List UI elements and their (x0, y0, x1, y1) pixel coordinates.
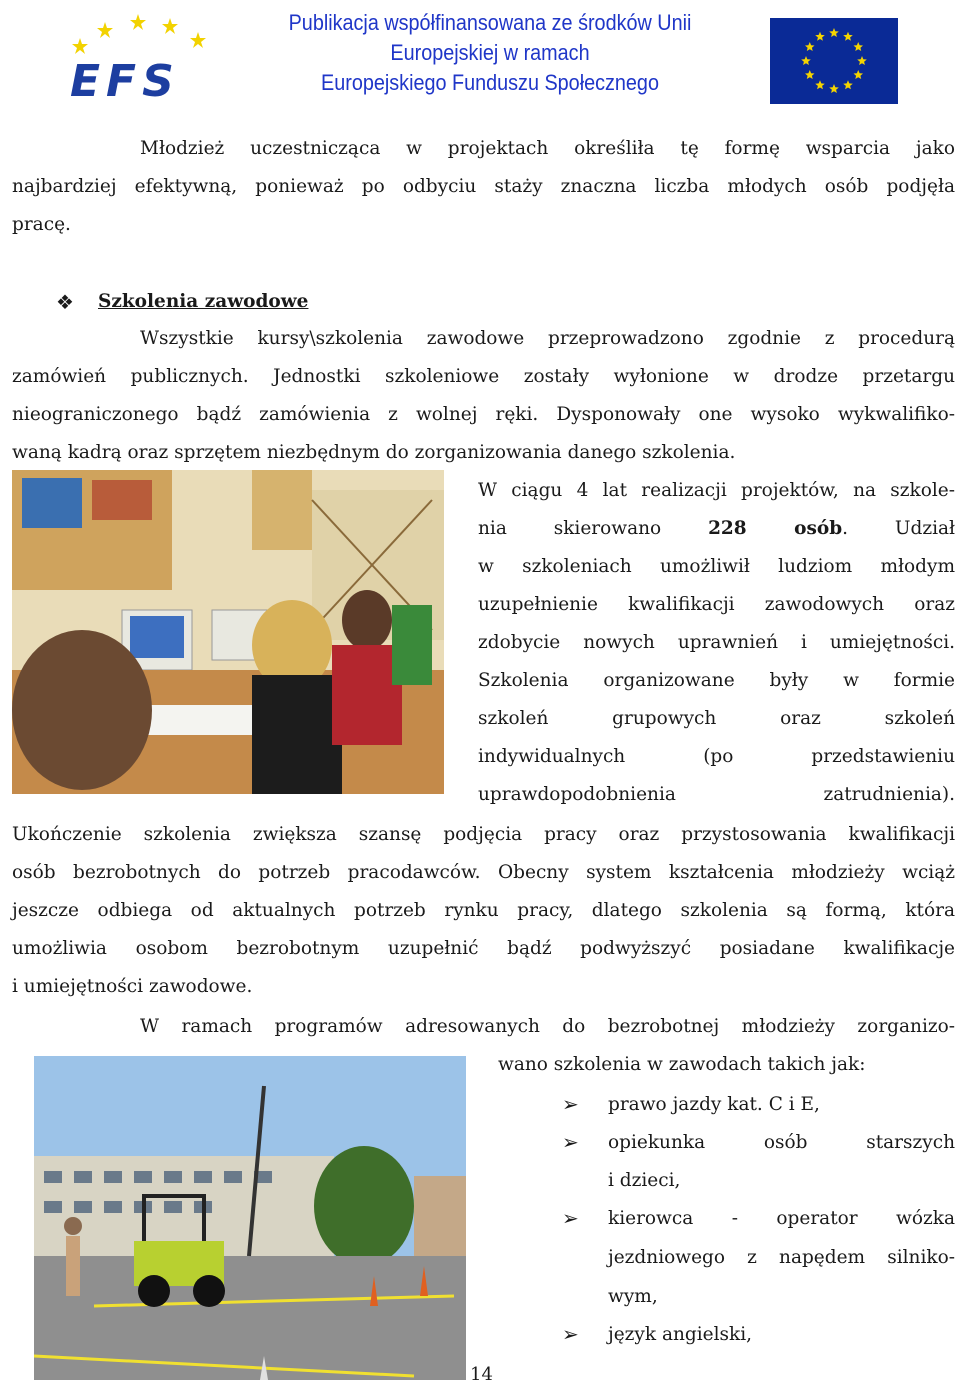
arrow-bullet-icon: ➢ (562, 1206, 579, 1230)
page-number: 14 (470, 1364, 493, 1385)
efs-logo-text: EFS (70, 56, 180, 107)
p2-count: 228 osób (708, 518, 843, 539)
eu-flag (770, 18, 898, 104)
eu-star-icon (805, 42, 815, 51)
photo-computer-classroom (12, 470, 444, 794)
p2-line-8: indywidualnych (po przedstawieniu (478, 746, 955, 767)
header-line-3: Europejskiego Funduszu Społecznego (321, 70, 659, 95)
eu-star-icon (815, 80, 825, 89)
intro-line-2: najbardziej efektywną, ponieważ po odbyciu staży znaczna liczba młodych osób podjęła (12, 176, 955, 197)
eu-star-icon (854, 70, 864, 79)
p2-line-6: Szkolenia organizowane były w formie (478, 670, 955, 691)
eu-star-icon (829, 28, 839, 37)
list-item-2-line-1: opiekunka osób starszych (608, 1132, 955, 1153)
eu-star-icon (857, 56, 867, 65)
intro-line-1: Młodzież uczestnicząca w projektach określiła tę formę wsparcia jako (140, 138, 955, 159)
p3-line-5: i umiejętności zawodowe. (12, 976, 253, 997)
p2-line-5: zdobycie nowych uprawnień i umiejętności. (478, 632, 955, 653)
p2-line-7: szkoleń grupowych oraz szkoleń (478, 708, 955, 729)
header-line-1: Publikacja współfinansowana ze środków Unii (288, 10, 692, 35)
p2-line-9: uprawdopodobnienia zatrudnienia). (478, 784, 955, 805)
p3-line-2: osób bezrobotnych do potrzeb pracodawców. Obecny system kształcenia młodzieży wciąż (12, 862, 955, 883)
list-item-4-line-1: język angielski, (608, 1324, 753, 1345)
list-item-3-line-1: kierowca - operator wózka (608, 1208, 955, 1229)
eu-star-icon (843, 80, 853, 89)
arrow-bullet-icon: ➢ (562, 1322, 579, 1346)
eu-star-icon (854, 42, 864, 51)
p2-line-2 (478, 510, 955, 548)
p3-line-4: umożliwia osobom bezrobotnym uzupełnić bądź podwyższyć posiadane kwalifikacje (12, 938, 955, 959)
p2-line-1: W ciągu 4 lat realizacji projektów, na szkole- (478, 480, 955, 501)
list-item-3-line-3: wym, (608, 1286, 658, 1307)
header-line-2: Europejskiej w ramach (390, 40, 590, 65)
arrow-bullet-icon: ➢ (562, 1130, 579, 1154)
p1-line-1: Wszystkie kursy\szkolenia zawodowe przeprowadzono zgodnie z procedurą (140, 328, 955, 349)
list-item-1-line-1: prawo jazdy kat. C i E, (608, 1094, 820, 1115)
p2-line-4: uzupełnienie kwalifikacji zawodowych oraz (478, 594, 955, 615)
p2-line-3: w szkoleniach umożliwił ludziom młodym (478, 556, 955, 577)
p2-text: nia skierowano (478, 518, 709, 539)
eu-star-icon (815, 32, 825, 41)
list-item-2-line-2: i dzieci, (608, 1170, 681, 1191)
p3-line-3: jeszcze odbiega od aktualnych potrzeb rynku pracy, dlatego szkolenia są formą, która (12, 900, 955, 921)
p2-text-end: . Udział (842, 518, 956, 539)
list-item-3-line-2: jezdniowego z napędem silniko- (608, 1247, 955, 1268)
photo-forklift-course (34, 1056, 466, 1380)
eu-star-icon (805, 70, 815, 79)
p1-line-4: waną kadrą oraz sprzętem niezbędnym do zorganizowania danego szkolenia. (12, 442, 736, 463)
p4-line-1: W ramach programów adresowanych do bezrobotnej młodzieży zorganizo- (140, 1016, 955, 1037)
p4-line-2: wano szkolenia w zawodach takich jak: (498, 1054, 866, 1075)
p1-line-2: zamówień publicznych. Jednostki szkoleniowe zostały wyłonione w drodze przetargu (12, 366, 955, 387)
section-title: Szkolenia zawodowe (98, 291, 309, 312)
eu-star-icon (843, 32, 853, 41)
p1-line-3: nieograniczonego bądź zamówienia z wolnej ręki. Dysponowały one wysoko wykwalifiko- (12, 404, 955, 425)
eu-star-icon (829, 84, 839, 93)
intro-line-3: pracę. (12, 214, 71, 235)
eu-stars-icon (770, 18, 898, 104)
p3-line-1: Ukończenie szkolenia zwiększa szansę podjęcia pracy oraz przystosowania kwalifikacji (12, 824, 955, 845)
eu-star-icon (801, 56, 811, 65)
diamond-bullet-icon: ❖ (56, 290, 74, 314)
arrow-bullet-icon: ➢ (562, 1092, 579, 1116)
